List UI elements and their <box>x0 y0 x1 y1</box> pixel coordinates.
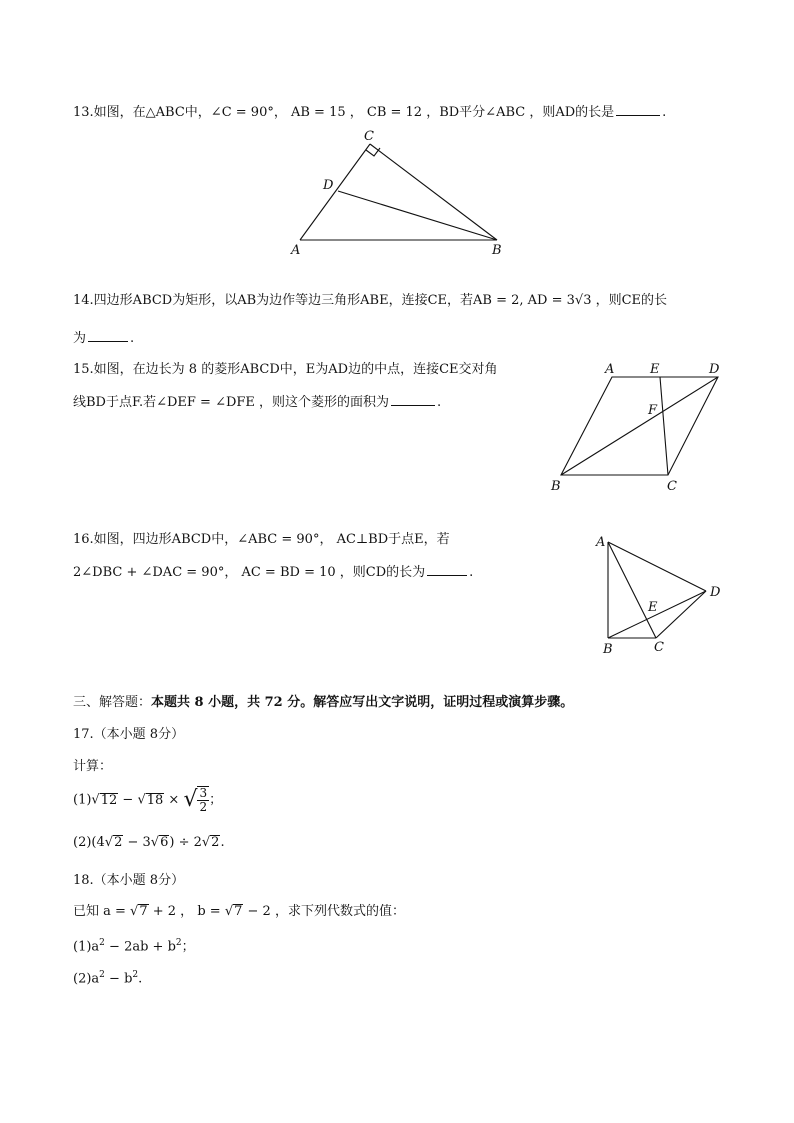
q18-p1-end: ； <box>181 939 195 955</box>
q16-line2-after: . <box>469 565 474 580</box>
q17-p2-prefix: (2)(4 <box>73 835 105 850</box>
q18-cond-mid: + 2 ， b = <box>148 904 225 919</box>
q14-line2-before: 为 <box>73 331 87 346</box>
q16-diagonal-ac <box>608 542 656 638</box>
q18-cond-prefix: 已知 a = <box>73 904 131 919</box>
q16-label-e: E <box>648 600 658 615</box>
q18-p1-exp1: 2 <box>99 938 105 948</box>
q18-p2-end: . <box>138 971 143 987</box>
q17-p1-root2: 18 <box>146 792 164 808</box>
q16-label-b: B <box>603 642 613 657</box>
q18-p1-exp2: 2 <box>175 938 182 948</box>
section3-header <box>73 694 573 712</box>
q17-p1-times: × <box>164 792 184 808</box>
q15-label-a: A <box>605 362 615 377</box>
q15-line2-after: . <box>437 395 442 410</box>
q15-label-c: C <box>667 479 677 494</box>
q18-p2-exp2: 2 <box>132 970 139 980</box>
q13-end: . <box>662 105 667 120</box>
q17-p2-div: ) ÷ 2 <box>169 835 202 850</box>
q13-label-d: D <box>323 178 334 193</box>
q16-label-a: A <box>596 535 606 550</box>
q18-title: 18.（本小题 8分） <box>73 873 185 888</box>
q17-p1-minus: − <box>118 792 138 808</box>
q16-line2-before: 2∠DBC + ∠DAC = 90°， AC = BD = 10 ，则CD的长为 <box>73 565 426 580</box>
q17-p2-end: . <box>220 835 225 850</box>
q18-p2-exp1: 2 <box>99 970 105 980</box>
q17-p1-fraction <box>197 786 209 814</box>
q15-label-e: E <box>650 362 660 377</box>
q17-title: 17.（本小题 8分） <box>73 727 185 742</box>
q18-part1 <box>73 934 195 956</box>
q18-p2-mid: − b <box>104 971 133 987</box>
q17-p1-prefix: (1) <box>73 792 92 808</box>
q17-instruction: 计算： <box>73 759 113 774</box>
q18-p1-mid: − 2ab + b <box>104 939 176 955</box>
q13-label-a: A <box>291 243 301 258</box>
q18-cond-root2: 7 <box>234 904 243 919</box>
section3-suffix: 解答应写出文字说明，证明过程或演算步骤。 <box>313 695 574 710</box>
q16-label-d: D <box>710 585 721 600</box>
q17-p1-end: ； <box>209 792 223 808</box>
q17-p2-root1: 2 <box>114 835 123 850</box>
q14-line2-after: . <box>130 331 135 346</box>
q18-cond-suffix: − 2 ，求下列代数式的值： <box>243 904 405 919</box>
q17-p2-root3: 2 <box>211 835 220 850</box>
q14-line1: 14.四边形ABCD为矩形，以AB为边作等边三角形ABE，连接CE，若AB = 2, AD = 3√3 ，则CE的长 <box>73 293 668 308</box>
q18-p1-prefix: (1)a <box>73 939 100 955</box>
q17-p2-root2: 6 <box>160 835 169 850</box>
q17-p2-mid: − 3 <box>123 835 151 850</box>
q15-line2-before: 线BD于点F.若∠DEF = ∠DFE ，则这个菱形的面积为 <box>73 395 390 410</box>
q15-label-b: B <box>551 479 561 494</box>
q15-label-d: D <box>709 362 720 377</box>
q17-part1: (1)√12 − √18 × √ $\frac{3}{2}$ ； <box>73 786 223 814</box>
q13-label-c: C <box>364 129 374 144</box>
q13-label-b: B <box>492 243 502 258</box>
q16-side-cd <box>656 591 706 638</box>
q18-cond-root1: 7 <box>139 904 148 919</box>
q17-part2: (2)(4√2 − 3√6) ÷ 2√2. <box>73 835 225 850</box>
section3-bold: 本题共 8 小题，共 72 分。 <box>151 695 314 710</box>
q17-p1-numerator: 3 <box>199 786 208 800</box>
q16-side-ad <box>608 542 706 591</box>
q18-part2 <box>73 966 142 988</box>
q18-p2-prefix: (2)a <box>73 971 100 987</box>
q18-condition: 已知 a = √7 + 2 ， b = √7 − 2 ，求下列代数式的值： <box>73 904 405 919</box>
q15-line1: 15.如图，在边长为 8 的菱形ABCD中，E为AD边的中点，连接CE交对角 <box>73 362 498 377</box>
q15-label-f: F <box>648 403 658 418</box>
q16-line1: 16.如图，四边形ABCD中，∠ABC = 90°， AC⊥BD于点E，若 <box>73 532 450 547</box>
q13-stem: 13.如图，在△ABC中，∠C = 90°， AB = 15 ， CB = 12 ，BD平分∠ABC ，则AD的长是 <box>73 105 615 120</box>
q17-p1-denominator: 2 <box>199 800 208 814</box>
q17-p1-root1: 12 <box>100 792 118 808</box>
q16-label-c: C <box>654 640 664 655</box>
section3-prefix: 三、解答题： <box>73 695 152 710</box>
